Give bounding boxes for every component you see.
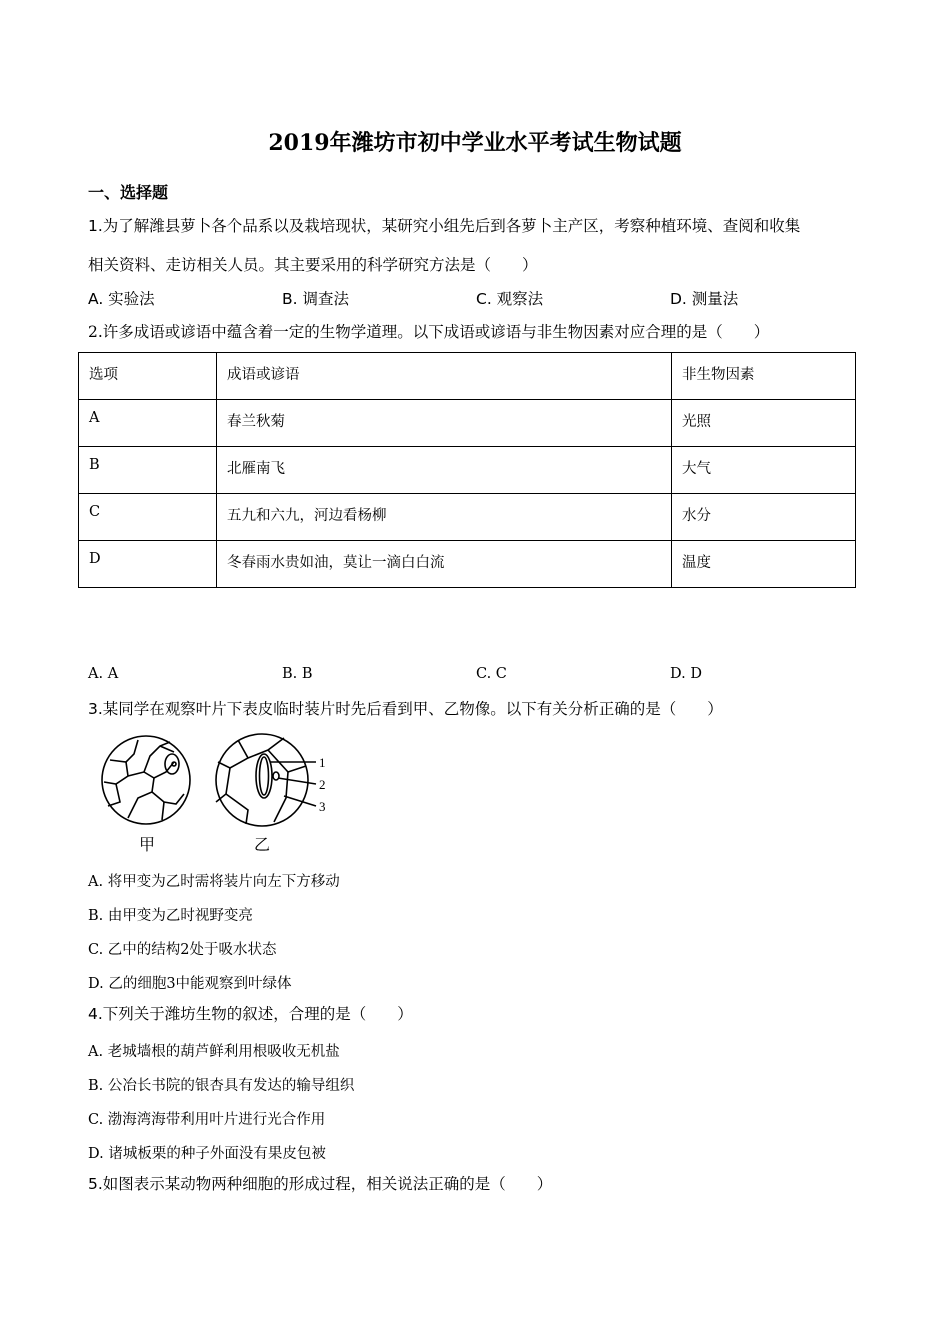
figure-yi-field — [216, 734, 316, 826]
q1-option-c: C. 观察法 — [476, 290, 544, 308]
figure-label-yi: 乙 — [254, 835, 271, 854]
q4-option-d: D. 诸城板栗的种子外面没有果皮包被 — [88, 1146, 326, 1162]
table-cell: 北雁南飞 — [217, 447, 672, 494]
table-header-cell: 成语或谚语 — [217, 353, 672, 400]
q3-option-c: C. 乙中的结构2处于吸水状态 — [88, 942, 277, 958]
table-row — [79, 541, 856, 588]
table-cell: 光照 — [672, 400, 856, 447]
q2-option-b: B. B — [282, 666, 313, 682]
table-cell: 冬春雨水贵如油，莫让一滴白白流 — [217, 541, 672, 588]
q5-stem: 5.如图表示某动物两种细胞的形成过程，相关说法正确的是（ ） — [88, 1175, 553, 1193]
table-row — [79, 447, 856, 494]
table-cell: C — [79, 494, 217, 541]
page-title: 2019年潍坊市初中学业水平考试生物试题 — [268, 130, 682, 156]
q1-stem-line2: 相关资料、走访相关人员。其主要采用的科学研究方法是（ ） — [88, 256, 538, 274]
q4-stem: 4.下列关于潍坊生物的叙述，合理的是（ ） — [88, 1005, 413, 1023]
q2-option-c: C. C — [476, 666, 507, 682]
table-cell: 大气 — [672, 447, 856, 494]
q4-option-c: C. 渤海湾海带利用叶片进行光合作用 — [88, 1112, 326, 1128]
q2-stem: 2.许多成语或谚语中蕴含着一定的生物学道理。以下成语或谚语与非生物因素对应合理的是（ ） — [88, 323, 770, 341]
table-header-cell: 选项 — [79, 353, 217, 400]
q2-option-a: A. A — [88, 666, 119, 682]
figure-label-jia: 甲 — [139, 835, 156, 854]
table-cell: D — [79, 541, 217, 588]
q3-stem: 3.某同学在观察叶片下表皮临时装片时先后看到甲、乙物像。以下有关分析正确的是（ ） — [88, 700, 723, 718]
q1-option-d: D. 测量法 — [670, 290, 739, 308]
figure-marker-2: 2 — [319, 777, 326, 792]
q3-figure — [98, 732, 348, 858]
table-row — [79, 400, 856, 447]
table-header-row — [79, 353, 856, 400]
q1-stem-line1: 1.为了解潍县萝卜各个品系以及栽培现状，某研究小组先后到各萝卜主产区，考察种植环境、查阅和收集 — [88, 217, 801, 235]
figure-jia-field — [102, 736, 190, 824]
table-cell: 温度 — [672, 541, 856, 588]
section-heading: 一、选择题 — [88, 183, 169, 202]
figure-marker-1: 1 — [319, 755, 326, 770]
table-row — [79, 494, 856, 541]
q1-option-a: A. 实验法 — [88, 290, 155, 308]
q1-option-b: B. 调查法 — [282, 290, 349, 308]
table-cell: 五九和六九，河边看杨柳 — [217, 494, 672, 541]
table-cell: 春兰秋菊 — [217, 400, 672, 447]
q3-option-d: D. 乙的细胞3中能观察到叶绿体 — [88, 976, 292, 992]
q2-table — [78, 352, 856, 588]
q3-option-b: B. 由甲变为乙时视野变亮 — [88, 908, 253, 924]
table-cell: B — [79, 447, 217, 494]
q4-option-b: B. 公冶长书院的银杏具有发达的输导组织 — [88, 1078, 355, 1094]
q4-option-a: A. 老城墙根的葫芦鲜利用根吸收无机盐 — [88, 1044, 340, 1060]
table-cell: 水分 — [672, 494, 856, 541]
q2-option-d: D. D — [670, 666, 702, 682]
figure-marker-3: 3 — [319, 799, 326, 814]
table-header-cell: 非生物因素 — [672, 353, 856, 400]
q3-option-a: A. 将甲变为乙时需将装片向左下方移动 — [88, 874, 340, 890]
table-cell: A — [79, 400, 217, 447]
